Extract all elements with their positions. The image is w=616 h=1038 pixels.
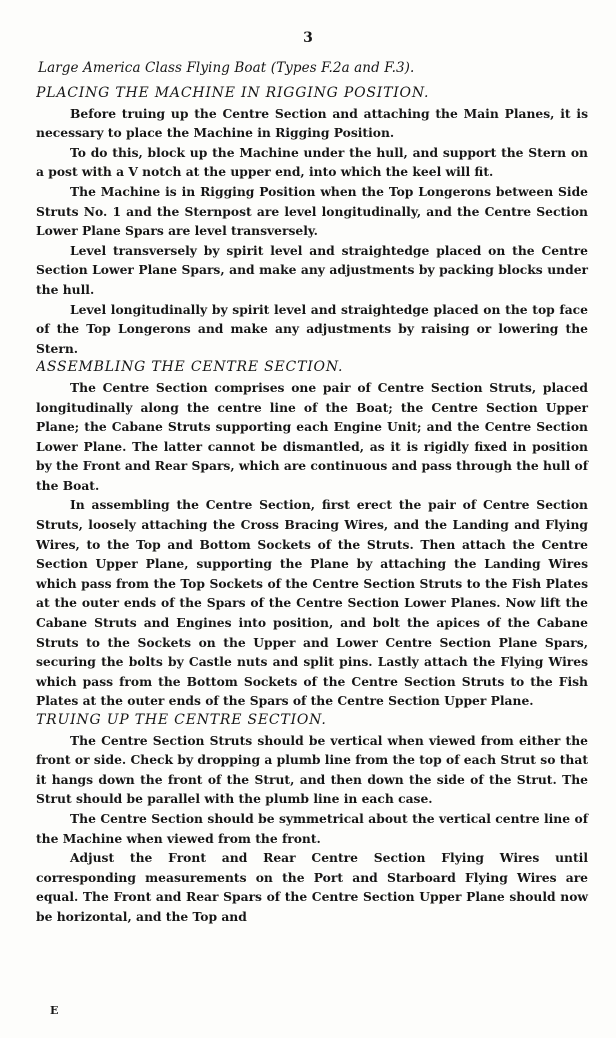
paragraph: The Centre Section comprises one pair of Centre Section Struts, placed longitudinally along the centre line of the Boat; the Centre Section Upper Plane; the Cabane Struts supporting each Engine Unit; and the Centre Section Lower Plane. The latter cannot be dismantled, as it is rigidly fixed in position by the Front and Rear Spars, which are continuous and pass through the hull of the Boat. (36, 379, 588, 493)
paragraph: In assembling the Centre Section, first erect the pair of Centre Section Struts, loosely attaching the Cross Bracing Wires, and the Landing and Flying Wires, to the Top and Bottom Sockets of the Struts. Then attach the Centre Section Upper Plane, supporting the Plane by attaching the Landing Wires which pass from the Top Sockets of the Centre Section Struts to the Fish Plates at the outer ends of the Spars of the Centre Section Lower Planes. Now lift the Cabane Struts and Engines into position, and bolt the apices of the Cabane Struts to the Sockets on the Upper and Lower Centre Section Plane Spars, securing the bolts by Castle nuts and split pins. Lastly attach the Flying Wires which pass from the Bottom Sockets of the Centre Section Struts to the Fish Plates at the outer ends of the Spars of the Centre Section Upper Plane. (36, 497, 588, 709)
paragraph: Level transversely by spirit level and straightedge placed on the Centre Section Lower Plane Spars, and make any adjustments by packing blocks under the hull. (36, 242, 588, 297)
section-heading: TRUING UP THE CENTRE SECTION. (36, 712, 327, 728)
section-assembling-centre-section (36, 358, 588, 711)
section-placing-rigging-position (36, 84, 588, 358)
paragraph: The Centre Section should be symmetrical about the vertical centre line of the Machine when viewed from the front. (36, 810, 588, 846)
paragraph: The Machine is in Rigging Position when the Top Longerons between Side Struts No. 1 and the Sternpost are level longitudinally, and the Centre Section Lower Plane Spars are level transversely. (36, 183, 588, 239)
paragraph: Level longitudinally by spirit level and straightedge placed on the top face of the Top Longerons and make any adjustments by raising or lowering the Stern. (36, 301, 588, 356)
section-heading: PLACING THE MACHINE IN RIGGING POSITION. (36, 85, 430, 101)
paragraph: To do this, block up the Machine under the hull, and support the Stern on a post with a V notch at the upper end, into which the keel will fit. (36, 144, 588, 180)
running-head: Large America Class Flying Boat (Types F.2a and F.3). (38, 60, 415, 76)
paragraph: The Centre Section Struts should be vertical when viewed from either the front or side. Check by dropping a plumb line from the top of each Strut so that it hangs down the front of the Strut, and then down the side of the Strut. The Strut should be parallel with the plumb line in each case. (36, 732, 588, 807)
section-heading: ASSEMBLING THE CENTRE SECTION. (36, 359, 344, 376)
page-body (36, 84, 588, 927)
paragraph: Before truing up the Centre Section and attaching the Main Planes, it is necessary to place the Machine in Rigging Position. (36, 105, 588, 141)
signature-mark: E (50, 1004, 59, 1017)
page-number: 3 (303, 30, 313, 46)
section-truing-centre-section (36, 711, 588, 927)
paragraph: Adjust the Front and Rear Centre Section Flying Wires until corresponding measurements on the Port and Starboard Flying Wires are equal. The Front and Rear Spars of the Centre Section Upper Plane should now be horizontal, and the Top and (36, 850, 588, 924)
